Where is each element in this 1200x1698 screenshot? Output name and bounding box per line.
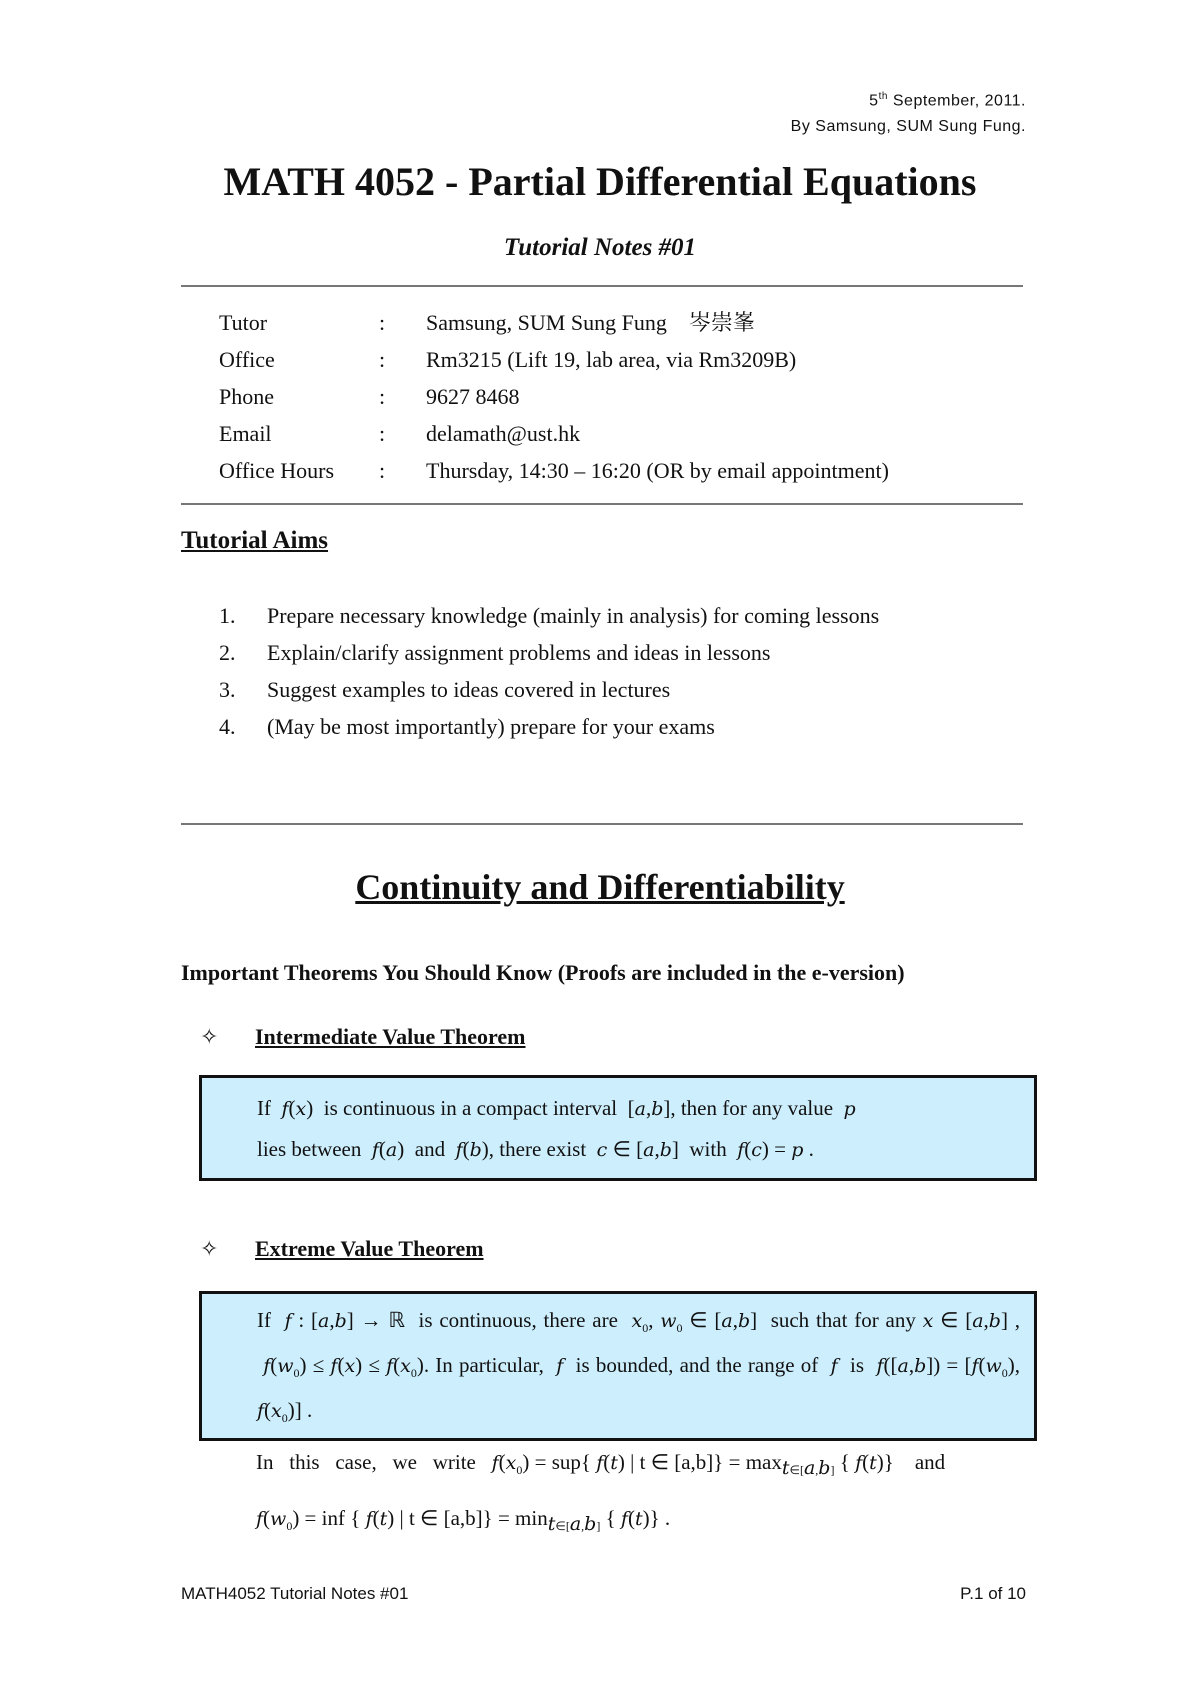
info-value: Rm3215 (Lift 19, lab area, via Rm3209B) — [426, 347, 797, 372]
info-value: 9627 8468 — [426, 384, 520, 409]
info-colon: : — [379, 384, 386, 409]
date-day: 5 — [869, 92, 879, 110]
tutor-chinese-name: 岑崇峯 — [688, 310, 755, 335]
date-rest: September, 2011. — [887, 92, 1026, 110]
sup-inf-notation: In this case, we write $f(x_0) = sup${ f(t) | t ∈ $[a,b]\} = \max_{t\in[a,b]}$ { f(t)} and $f(w_0)$ = inf { f(t) | t ∈ $[a,b]\} = \min_{t\in[a,b]}$ { f(t)} . — [256, 1450, 946, 1536]
list-text: Suggest examples to ideas covered in lectures — [267, 677, 671, 702]
page-subtitle: Tutorial Notes #01 — [503, 234, 697, 261]
header-author: By Samsung, SUM Sung Fung. — [790, 118, 1026, 136]
info-label: Email — [219, 421, 272, 446]
info-label: Office — [219, 347, 275, 372]
info-colon: : — [379, 310, 386, 335]
header-meta — [791, 84, 1026, 140]
footer-page-number: P.1 of 10 — [960, 1584, 1026, 1603]
list-number: 4. — [219, 714, 236, 739]
info-row-office — [219, 341, 889, 378]
ivt-statement: If f(x) is continuous in a compact interval [a,b], then for any value p lies between f(a) and f(b), there exist c ∈ [a,b] with f(c) = p . — [257, 1096, 856, 1161]
list-item — [219, 708, 879, 745]
info-value: delamath@ust.hk — [426, 421, 581, 446]
page-title: MATH 4052 - Partial Differential Equations — [223, 159, 977, 204]
tutor-name: Samsung, SUM Sung Fung — [426, 310, 667, 335]
info-label: Phone — [219, 384, 274, 409]
evt-title: Extreme Value Theorem — [255, 1236, 484, 1261]
ivt-box — [199, 1075, 1037, 1181]
list-number: 2. — [219, 640, 236, 665]
aims-heading: Tutorial Aims — [181, 527, 329, 554]
info-label: Office Hours — [219, 458, 335, 483]
info-row-office-hours — [219, 452, 889, 489]
section-title: Continuity and Differentiability — [355, 867, 845, 907]
ivt-heading — [200, 1024, 526, 1050]
info-value — [426, 304, 755, 341]
info-row-tutor — [219, 304, 889, 341]
list-number: 3. — [219, 677, 236, 702]
header-date — [791, 84, 1026, 114]
evt-heading — [200, 1236, 484, 1262]
evt-statement: If f : [a,b] → ℝ is continuous, there are $x_0$, $w_0$ ∈ [a,b] such that for any x ∈ [a,b] , $f(w_0) \le f(x) \le f(x_0)$. In particular, f is bounded, and the range of f is $f([a,b]) = [f(w_0)$, $f(x_0)$] . — [257, 1308, 1020, 1426]
list-text: Explain/clarify assignment problems and ideas in lessons — [267, 640, 771, 665]
list-item — [219, 634, 879, 671]
aims-list — [219, 597, 879, 745]
list-item — [219, 597, 879, 634]
divider-after-info — [181, 503, 1023, 505]
divider-top — [181, 285, 1023, 287]
four-point-star-icon: ✧ — [200, 1024, 219, 1049]
list-text: Prepare necessary knowledge (mainly in analysis) for coming lessons — [267, 603, 880, 628]
info-colon: : — [379, 347, 386, 372]
info-row-phone — [219, 378, 889, 415]
info-value: Thursday, 14:30 – 16:20 (OR by email appointment) — [426, 458, 889, 483]
info-row-email — [219, 415, 889, 452]
four-point-star-icon: ✧ — [200, 1236, 219, 1261]
list-number: 1. — [219, 603, 236, 628]
list-text: (May be most importantly) prepare for your exams — [267, 714, 715, 739]
tutor-info-table — [219, 304, 889, 489]
important-theorems-heading: Important Theorems You Should Know (Proofs are included in the e-version) — [181, 960, 905, 985]
list-item — [219, 671, 879, 708]
evt-box — [199, 1291, 1037, 1441]
info-colon: : — [379, 421, 386, 446]
divider-before-section — [181, 823, 1023, 825]
date-suffix: th — [878, 91, 888, 102]
ivt-title: Intermediate Value Theorem — [255, 1024, 526, 1049]
info-colon: : — [379, 458, 386, 483]
info-label: Tutor — [219, 310, 268, 335]
footer-doc-name: MATH4052 Tutorial Notes #01 — [181, 1584, 409, 1603]
